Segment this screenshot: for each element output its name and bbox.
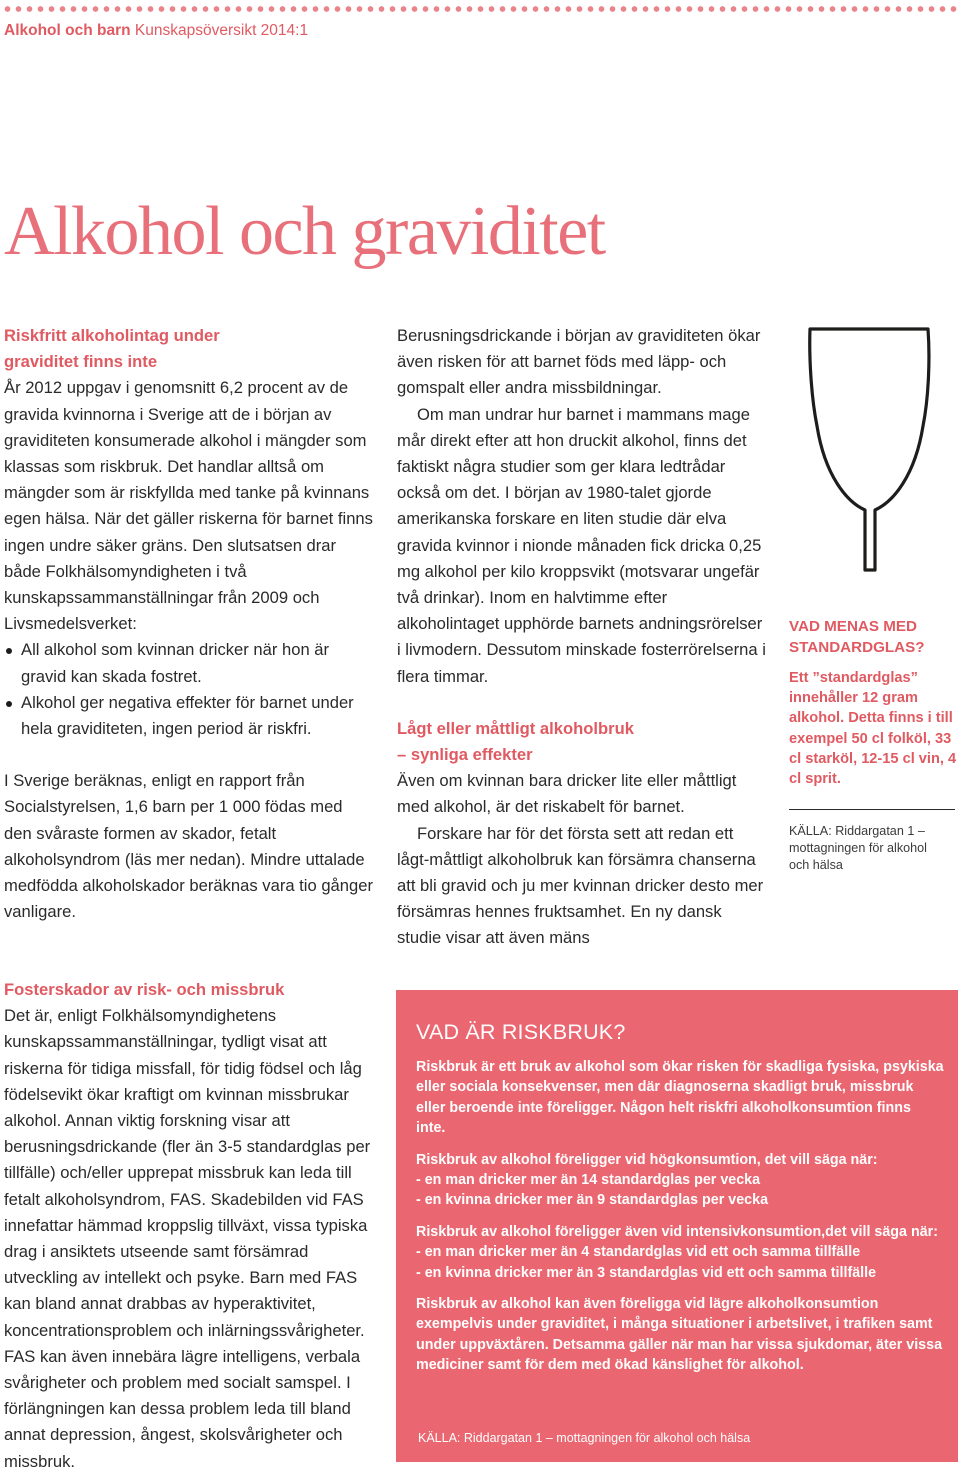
info-box-line: Riskbruk av alkohol föreligger vid högkonsumtion, det vill säga när:: [416, 1151, 878, 1168]
info-box-item: - en kvinna dricker mer än 3 standardglas vid ett och samma tillfälle: [416, 1264, 877, 1281]
info-box-paragraph: [416, 1150, 944, 1211]
info-box-item: - en kvinna dricker mer än 9 standardglas per vecka: [416, 1192, 769, 1209]
sidebar-heading-line: STANDARDGLAS?: [789, 639, 925, 656]
sidebar-standardglas: [789, 616, 957, 789]
heading-line: – synliga effekter: [397, 745, 533, 765]
info-box-paragraph: [416, 1222, 944, 1283]
sidebar-divider: [789, 809, 955, 810]
header-subtitle: Kunskapsöversikt 2014:1: [134, 22, 309, 39]
info-box-title: VAD ÄR RISKBRUK?: [416, 1020, 626, 1044]
info-box-riskbruk: [396, 990, 958, 1462]
paragraph-mattligt: Även om kvinnan bara dricker lite eller måttligt med alkohol, är det riskabelt för barnet.: [397, 771, 737, 817]
paragraph-fosterskador: Det är, enligt Folkhälsomyndighetens kunskapssammanställningar, tydligt visat att riskerna för tidiga missfall, för tidig födsel och låg födelsevikt ökar kraftigt om kvinnan missbrukar alkohol. Annan viktig forskning visar att berusningsdrickande (fler än 3-5 standardglas per tillfälle) och/eller upprepat missbruk kan leda till fetalt alkoholsyndrom, FAS. Skadebilden vid FAS innefattar hämmad kroppslig tillväxt, vissa typiska drag i ansiktets utseende samt försämrad utveckling av intellekt och psyke. Barn med FAS kan bland annat drabbas av hyperaktivitet, koncentrationsproblem och inlärningssvårigheter. FAS kan även innebära lägre intelligens, verbala svårigheter och problem med socialt samspel. I förlängningen kan dessa problem leda till bland annat depression, ångest, skolsvårigheter och missbruk.: [4, 1006, 371, 1471]
column-middle: [397, 323, 767, 952]
column-left-top: [4, 323, 374, 925]
running-header: [4, 22, 308, 40]
info-box-paragraph: Riskbruk av alkohol kan även föreligga vid lägre alkoholkonsumtion exempelvis under graviditet, i många situationer i arbetslivet, i trafiken samt under uppväxtåren. Detsamma gäller när man har vissa sjukdomar, äter vissa mediciner samt för dem med ökad känslighet för alkohol.: [416, 1296, 943, 1374]
section-heading-riskfritt: [4, 323, 374, 375]
bullet-item: All alkohol som kvinnan dricker när hon är gravid kan skada fostret.: [4, 637, 374, 689]
sidebar-heading: [789, 616, 957, 658]
paragraph-intro: År 2012 uppgav i genomsnitt 6,2 procent av de gravida kvinnorna i Sverige att de i början av graviditeten konsumerade alkohol i mängder som klassas som riskbruk. Det handlar alltså om mängder som är riskfyllda med tanke på kvinnans egen hälsa. När det gäller riskerna för barnet finns ingen undre säker gräns. Den slutsatsen drar både Folkhälsomyndigheten i två kunskapssammanställningar från 2009 och Livsmedelsverket:: [4, 378, 373, 634]
bullet-item: Alkohol ger negativa effekter för barnet under hela graviditeten, ingen period är riskfri.: [4, 690, 374, 742]
heading-line: Lågt eller måttligt alkoholbruk: [397, 718, 634, 738]
info-box-item: - en man dricker mer än 14 standardglas per vecka: [416, 1172, 761, 1189]
sidebar-source: KÄLLA: Riddargatan 1 – mottagningen för alkohol och hälsa: [789, 824, 927, 872]
paragraph-socialstyrelsen: I Sverige beräknas, enligt en rapport från Socialstyrelsen, 1,6 barn per 1 000 födas med den svåraste formen av skador, fetalt alkoholsyndrom (läs mer nedan). Mindre uttalade medfödda alkoholskador beräknas vara tio gånger vanligare.: [4, 771, 373, 922]
info-box-paragraph: Riskbruk är ett bruk av alkohol som ökar risken för skadliga fysiska, psykiska eller sociala konsekvenser, men där diagnoserna skadligt bruk, missbruk eller beroende inte föreligger. Någon helt riskfri alkoholkonsumtion finns inte.: [416, 1059, 944, 1137]
section-heading-lagt-bruk: [397, 716, 767, 768]
info-box-source: KÄLLA: Riddargatan 1 – mottagningen för alkohol och hälsa: [418, 1431, 751, 1445]
info-box-line: Riskbruk av alkohol föreligger även vid intensivkonsumtion,det vill säga när:: [416, 1223, 938, 1240]
sidebar-heading-line: VAD MENAS MED: [789, 618, 917, 635]
paragraph-forskare: Forskare har för det första sett att redan ett lågt-måttligt alkoholbruk kan försämra chanserna att bli gravid och ju mer kvinnan dricker desto mer försämras hennes fruktsamhet. En ny dansk studie visar att även mäns: [397, 823, 764, 948]
decorative-dot-row: [2, 5, 958, 13]
section-heading-fosterskador: Fosterskador av risk- och missbruk: [4, 980, 285, 999]
column-left-bottom: [4, 977, 374, 1474]
paragraph-berusning: Berusningsdrickande i början av graviditeten ökar även risken för att barnet föds med läpp- och gomspalt eller andra missbildningar.: [397, 326, 761, 398]
bullet-list: [4, 637, 374, 742]
paragraph-studie: Om man undrar hur barnet i mammans mage mår direkt efter att hon druckit alkohol, finns det faktiskt några studier som ger klara ledtrådar också om det. I början av 1980-talet gjorde amerikanska forskare en liten studie där elva gravida kvinnor i nionde månaden fick dricka 0,25 mg alkohol per kilo kroppsvikt (motsvarar ungefär två drinkar). Inom en halvtimme efter alkoholintaget upphörde barnets andningsrörelser i livmodern. Dessutom minskade fosterrörelserna i flera timmar.: [397, 404, 766, 686]
page-title: Alkohol och graviditet: [4, 193, 605, 270]
header-series: Alkohol och barn: [4, 22, 131, 39]
info-box-content: [416, 1018, 944, 1376]
wine-glass-icon: [805, 326, 935, 576]
heading-line: Riskfritt alkoholintag under: [4, 326, 220, 345]
sidebar-text: Ett ”standardglas” innehåller 12 gram alkohol. Detta finns i till exempel 50 cl folköl, 33 cl starköl, 12-15 cl vin, 4 cl sprit.: [789, 670, 957, 788]
heading-line: graviditet finns inte: [4, 352, 158, 372]
info-box-item: - en man dricker mer än 4 standardglas vid ett och samma tillfälle: [416, 1244, 861, 1261]
